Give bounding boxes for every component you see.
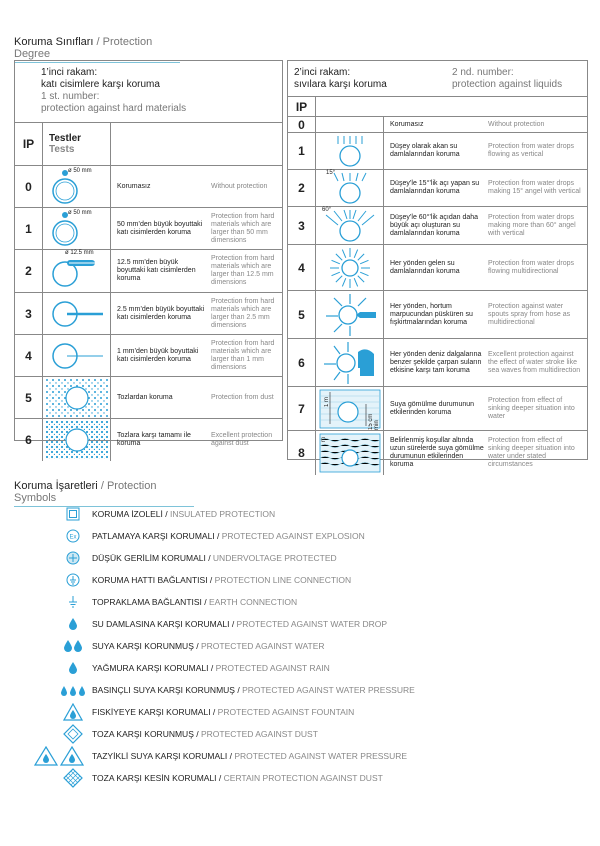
label-en: INSULATED PROTECTION [169, 509, 276, 519]
symbol-row [0, 527, 600, 545]
column-header-row [15, 123, 282, 166]
ip-code: 6 [288, 339, 316, 386]
desc-tr: Her yönden gelen su damlalarından koruma [390, 259, 460, 275]
dust-grid-diamond-icon [63, 768, 83, 788]
size-label: ø 50 mm [68, 168, 92, 174]
title-en: Protection Symbols [14, 480, 157, 504]
table-row [288, 133, 587, 170]
finger-probe-icon [43, 250, 111, 292]
label-en: CERTAIN PROTECTION AGAINST DUST [223, 773, 383, 783]
table-row [15, 377, 282, 419]
desc-en: Protection from hard materials which are larger than 2.5 mm dimensions [211, 297, 275, 329]
symbol-row [0, 571, 600, 589]
drip-15-icon [316, 170, 384, 206]
desc-tr: Korumasız [390, 120, 424, 128]
ip-code: 2 [15, 250, 43, 292]
col-tests [43, 123, 111, 165]
header-line: 1 st. number: [41, 91, 100, 102]
symbol-row [0, 769, 600, 787]
desc-en: Without protection [211, 182, 268, 190]
symbol-row [0, 615, 600, 633]
water-drop-icon [66, 617, 80, 631]
earth-icon [66, 595, 80, 609]
protection-line-icon [66, 573, 80, 587]
symbol-label: KORUMA HATTI BAĞLANTISI / PROTECTION LINE CONNECTION [92, 575, 352, 585]
desc-tr: 2.5 mm’den büyük boyuttaki katı cisimlerden koruma [117, 305, 205, 321]
immersion-icon [316, 387, 384, 430]
vertical-drip-icon [316, 133, 384, 169]
desc-tr: Suya gömülme durumunun etkilerinden koruma [390, 400, 475, 416]
label-tr: KORUMA HATTI BAĞLANTISI [92, 575, 208, 585]
table-row [288, 170, 587, 207]
table-row [15, 335, 282, 377]
symbol-row [0, 659, 600, 677]
desc-tr: Korumasız [117, 182, 151, 190]
desc-en: Protection from hard materials which are larger than 1 mm dimensions [211, 339, 275, 371]
second-digit-table [287, 60, 588, 468]
first-digit-header [15, 61, 282, 123]
wire-2-5-icon [43, 293, 111, 334]
symbol-label: TOZA KARŞI KESİN KORUMALI / CERTAIN PROTECTION AGAINST DUST [92, 773, 383, 783]
table-row [288, 207, 587, 245]
label-tr: DÜŞÜK GERİLİM KORUMALI [92, 553, 206, 563]
label-tr: YAĞMURA KARŞI KORUMALI [92, 663, 209, 673]
symbol-row [0, 505, 600, 523]
angle-label: 60° [322, 207, 332, 213]
desc-en: Protection from effect of sinking deeper situation into water under stated circumstances [488, 437, 575, 468]
label-en: UNDERVOLTAGE PROTECTED [212, 553, 337, 563]
label-tr: TOZA KARŞI KORUNMUŞ [92, 729, 194, 739]
table-row [15, 250, 282, 293]
title-tr: Koruma Sınıfları [14, 36, 94, 48]
symbol-label: FISKİYEYE KARŞI KORUMALI / PROTECTED AGAINST FOUNTAIN [92, 707, 355, 717]
desc-en: Without protection [488, 120, 545, 128]
heavy-sea-icon [316, 339, 384, 386]
table-row [288, 117, 587, 133]
symbol-row [0, 593, 600, 611]
label-tr: SU DAMLASINA KARŞI KORUMALI [92, 619, 230, 629]
ip-code: 6 [15, 419, 43, 461]
label-tr: PATLAMAYA KARŞI KORUMALI [92, 531, 215, 541]
desc-tr: Tozlara karşı tamamı ile koruma [117, 432, 191, 447]
ip-code: 8 [288, 431, 316, 475]
symbol-label: SU DAMLASINA KARŞI KORUMALI / PROTECTED AGAINST WATER DROP [92, 619, 388, 629]
ip-code: 5 [15, 377, 43, 418]
symbol-row [0, 637, 600, 655]
col-ip: IP [15, 123, 43, 165]
fountain-triangle-icon [63, 703, 83, 721]
symbol-label: SUYA KARŞI KORUNMUŞ / PROTECTED AGAINST WATER [92, 641, 325, 651]
depth-label: 15 cm min [368, 413, 380, 430]
desc-tr: Düşey olarak akan su damlalarından koruma [390, 143, 460, 158]
header-line: 2 nd. number: [452, 67, 514, 78]
title-tr: Koruma İşaretleri [14, 480, 98, 492]
symbol-row [0, 703, 600, 721]
ip-code: 2 [288, 170, 316, 206]
label-en: PROTECTED AGAINST WATER DROP [236, 619, 388, 629]
column-header-row [288, 97, 587, 117]
insulated-square-icon [66, 507, 80, 521]
desc-en: Protection from water drops making more than 60° angel with vertical [488, 213, 576, 237]
symbol-label: DÜŞÜK GERİLİM KORUMALI / UNDERVOLTAGE PROTECTED [92, 553, 337, 563]
table-row [15, 166, 282, 208]
desc-en: Excellent protection against dust [211, 432, 273, 447]
header-line: katı cisimlere karşı koruma [41, 79, 160, 90]
ip-code: 0 [288, 117, 316, 132]
ex-circle-icon [66, 529, 80, 543]
undervoltage-icon [66, 551, 80, 565]
first-digit-table [14, 60, 283, 447]
label-tr: BASINÇLI SUYA KARŞI KORUNMUŞ [92, 685, 235, 695]
water-jet-icon [316, 291, 384, 338]
label-tr: SUYA KARŞI KORUNMUŞ [92, 641, 194, 651]
desc-tr: Belirlenmiş koşullar altında uzun sürelerde suya gömülme durumunun etkilerinden koruma [390, 437, 484, 468]
ip-code: 1 [15, 208, 43, 249]
header-line: 1’inci rakam: [41, 67, 98, 78]
ip-code: 1 [288, 133, 316, 169]
label-en: PROTECTED AGAINST DUST [200, 729, 318, 739]
pressure-drops-icon [58, 683, 88, 697]
table-row [288, 339, 587, 387]
dust-icon [43, 377, 111, 418]
table-row [15, 293, 282, 335]
desc-en: Protection from water drops flowing as vertical [488, 143, 574, 158]
title-en: Protection Degree [14, 36, 153, 60]
desc-en: Protection from water drops flowing multidirectional [488, 259, 574, 275]
depth-label: m [321, 437, 327, 442]
ip-code: 3 [15, 293, 43, 334]
svg-text:Ex: Ex [69, 534, 77, 541]
table-row [15, 419, 282, 461]
two-drops-icon [62, 639, 84, 653]
desc-en: Protection from hard materials which are larger than 12.5 mm dimensions [211, 255, 275, 286]
wire-1-icon [43, 335, 111, 376]
symbol-label: YAĞMURA KARŞI KORUMALI / PROTECTED AGAINST RAIN [92, 663, 330, 673]
desc-tr: Tozlardan koruma [117, 393, 173, 401]
depth-label: 1 m [324, 397, 330, 408]
symbol-label: TOPRAKLAMA BAĞLANTISI / EARTH CONNECTION [92, 597, 298, 607]
ip-code: 0 [15, 166, 43, 207]
title-sep: / [93, 36, 103, 48]
desc-en: Protection from effect of sinking deeper situation into water [488, 396, 575, 420]
table-row [288, 431, 587, 475]
label-en: PROTECTED AGAINST EXPLOSION [221, 531, 365, 541]
label-tr: TOPRAKLAMA BAĞLANTISI [92, 597, 202, 607]
symbol-label: BASINÇLI SUYA KARŞI KORUNMUŞ / PROTECTED AGAINST WATER PRESSURE [92, 685, 415, 695]
header-line: 2’inci rakam: [294, 67, 351, 78]
symbol-label: TOZA KARŞI KORUNMUŞ / PROTECTED AGAINST DUST [92, 729, 318, 739]
ip-code: 3 [288, 207, 316, 244]
table-row [15, 208, 282, 250]
desc-en: Protection against water spouts spray from hose as multidirectional [488, 302, 571, 326]
table-row [288, 245, 587, 291]
tests-tr: Testler [49, 133, 82, 144]
symbol-label: PATLAMAYA KARŞI KORUMALI / PROTECTED AGAINST EXPLOSION [92, 531, 365, 541]
symbol-row [0, 681, 600, 699]
label-en: PROTECTED AGAINST FOUNTAIN [217, 707, 355, 717]
desc-tr: Düşey’le 60°’lik açıdan daha büyük açı oluşturan su damlalarından koruma [390, 213, 479, 237]
symbol-row [0, 725, 600, 743]
header-line: protection against hard materials [41, 103, 187, 114]
tests-en: Tests [49, 144, 75, 155]
ip-code: 4 [15, 335, 43, 376]
empty-icon-cell [316, 117, 384, 132]
spray-60-icon [316, 207, 384, 244]
ip-code: 4 [288, 245, 316, 290]
sphere-50-icon [43, 208, 111, 249]
dust-diamond-icon [63, 724, 83, 744]
symbol-row [0, 549, 600, 567]
symbol-label: KORUMA İZOLELİ / INSULATED PROTECTION [92, 509, 276, 519]
sphere-50-icon [43, 166, 111, 207]
desc-tr: Düşey’le 15°’lik açı yapan su damlalarından koruma [390, 180, 480, 195]
header-line: protection against liquids [452, 79, 563, 90]
desc-tr: 50 mm’den büyük boyuttaki katı cisimlerden koruma [117, 220, 203, 236]
desc-en: Protection from hard materials which are larger than 50 mm dimensions [211, 212, 275, 244]
ip-code: 7 [288, 387, 316, 430]
label-en: PROTECTED AGAINST RAIN [215, 663, 330, 673]
desc-tr: Her yönden, hortum marpucundan püsküren su fışkirtmalarından koruma [390, 302, 473, 326]
desc-en: Excellent protection against the effect of water stroke like sea waves from multidirection [488, 350, 581, 374]
label-tr: FISKİYEYE KARŞI KORUMALI [92, 707, 211, 717]
ip-code: 5 [288, 291, 316, 338]
double-triangle-icon [34, 746, 86, 766]
col-ip: IP [288, 97, 316, 116]
symbol-row [0, 747, 600, 765]
label-tr: TOZA KARŞI KESİN KORUMALI [92, 773, 217, 783]
label-en: PROTECTED AGAINST WATER [200, 641, 325, 651]
angle-label: 15° [326, 170, 336, 176]
desc-en: Protection from water drops making 15° angel with vertical [488, 180, 581, 195]
table-row [288, 387, 587, 431]
splash-all-directions-icon [316, 245, 384, 290]
second-digit-header [288, 61, 587, 97]
label-en: PROTECTION LINE CONNECTION [214, 575, 352, 585]
label-en: PROTECTED AGAINST WATER PRESSURE [234, 751, 408, 761]
label-tr: TAZYİKLİ SUYA KARŞI KORUMALI [92, 751, 228, 761]
size-label: ø 12.5 mm [65, 250, 94, 256]
symbol-label: TAZYİKLİ SUYA KARŞI KORUMALI / PROTECTED AGAINST WATER PRESSURE [92, 751, 408, 761]
submersion-icon [316, 431, 384, 475]
desc-tr: 12.5 mm’den büyük boyuttaki katı cisimlerden koruma [117, 259, 196, 282]
desc-tr: Her yönden deniz dalgalarına benzer şekilde çarpan suların etkisine karşı tam koruma [390, 350, 482, 374]
desc-en: Protection from dust [211, 393, 274, 401]
section-title-protection-degree [14, 36, 180, 63]
title-sep: / [97, 480, 107, 492]
section-title-protection-symbols [14, 480, 194, 507]
table-row [288, 291, 587, 339]
label-tr: KORUMA İZOLELİ [92, 509, 163, 519]
size-label: ø 50 mm [68, 210, 92, 216]
header-line: sıvılara karşı koruma [294, 79, 387, 90]
desc-tr: 1 mm’den büyük boyuttaki katı cisimlerden koruma [117, 347, 199, 363]
label-en: EARTH CONNECTION [209, 597, 298, 607]
label-en: PROTECTED AGAINST WATER PRESSURE [242, 685, 415, 695]
dust-tight-icon [43, 419, 111, 461]
rain-drop-icon [66, 661, 80, 675]
